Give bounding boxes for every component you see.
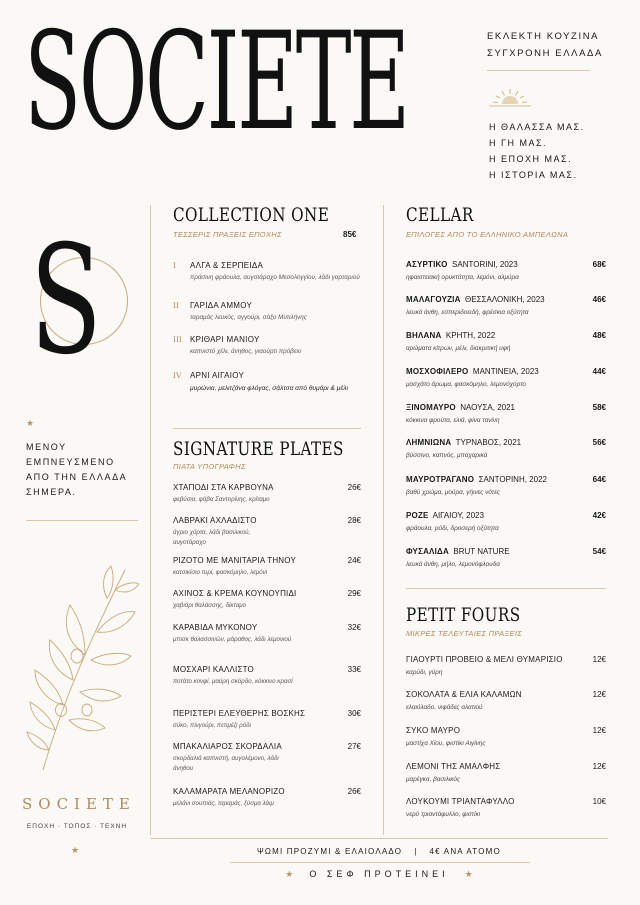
wine-price: 64€ <box>592 475 606 484</box>
dish-item <box>173 483 361 511</box>
course-number: III <box>173 335 182 344</box>
course-number: I <box>173 261 176 270</box>
value-line: Η ΓΗ ΜΑΣ. <box>489 138 548 148</box>
course-item <box>173 371 363 411</box>
dessert-price: 12€ <box>592 762 606 771</box>
column-rule <box>150 205 151 835</box>
course-name: ΑΡΝΙ ΑΙΓΑΙΟΥ <box>190 371 245 380</box>
wine-name <box>406 438 521 447</box>
divider <box>230 862 530 863</box>
star-icon: ★ <box>26 418 35 428</box>
wine-origin: BRUT NATURE <box>453 547 510 556</box>
separator: | <box>414 847 418 856</box>
dessert-description: νερό τριαντάφυλλο, φιστίκι <box>406 811 481 818</box>
wine-description: φράουλα, ρόδι, δροσερή οξύτητα <box>406 525 499 532</box>
wine-name <box>406 475 547 484</box>
course-name: ΑΛΓΑ & ΣΕΡΠΕΙΔΑ <box>190 261 264 270</box>
dessert-price: 10€ <box>592 797 606 806</box>
dish-name: ΧΤΑΠΟΔΙ ΣΤΑ ΚΑΡΒΟΥΝΑ <box>173 483 274 492</box>
section-subtitle: ΤΕΣΣΕΡΙΣ ΠΡΑΞΕΙΣ ΕΠΟΧΗΣ <box>173 230 282 239</box>
dish-name: ΚΑΡΑΒΙΔΑ ΜΥΚΟΝΟΥ <box>173 623 258 632</box>
wine-origin: SANTORINI, 2023 <box>452 260 518 269</box>
olive-branch-illustration <box>25 560 140 775</box>
wine-item <box>406 295 606 321</box>
dessert-item <box>406 655 606 681</box>
dessert-price: 12€ <box>592 726 606 735</box>
divider <box>406 588 606 589</box>
dish-description: σύκο, πλιγούρι, πετιμέζι ρόδι <box>173 722 251 729</box>
course-description: καπνιστό χέλι, άνηθος, γιαούρτι πρόβειο <box>190 348 302 355</box>
dish-price: 26€ <box>347 787 361 796</box>
wine-variety: ΡΟΖΕ <box>406 511 429 520</box>
inspired-line: ΜΕΝΟΥ <box>26 442 67 452</box>
wine-origin: ΘΕΣΣΑΛΟΝΙΚΗ, 2023 <box>465 295 545 304</box>
section-title: COLLECTION ONE <box>173 204 330 226</box>
section-title: SIGNATURE PLATES <box>173 438 344 460</box>
divider <box>173 428 361 429</box>
wine-item <box>406 367 606 393</box>
chef-label: Ο ΣΕΦ ΠΡΟΤΕΙΝΕΙ <box>309 869 449 879</box>
dish-description: μπισκ θαλασσινών, μάραθος, λάδι λεμονιού <box>173 636 292 643</box>
dessert-item <box>406 690 606 716</box>
dish-price: 29€ <box>347 589 361 598</box>
wine-description: βαθύ χρώμα, μούρα, γήινες νότες <box>406 489 500 496</box>
course-number: II <box>173 301 179 310</box>
wine-price: 48€ <box>592 331 606 340</box>
set-price: 85€ <box>343 230 357 239</box>
dish-item <box>173 665 361 699</box>
dish-item <box>173 589 361 617</box>
our-values <box>489 119 585 183</box>
dish-name: ΡΙΖΟΤΟ ΜΕ ΜΑΝΙΤΑΡΙΑ ΤΗΝΟΥ <box>173 556 296 565</box>
course-item <box>173 335 363 365</box>
dessert-name: ΓΙΑΟΥΡΤΙ ΠΡΟΒΕΙΟ & ΜΕΛΙ ΘΥΜΑΡΙΣΙΟ <box>406 655 563 664</box>
divider <box>150 838 608 839</box>
dish-item <box>173 516 361 550</box>
wine-price: 42€ <box>592 511 606 520</box>
column-rule <box>383 205 384 835</box>
dish-description: φεβύσια, φάβα Σαντορίνης, κρίταμο <box>173 496 270 503</box>
tagline <box>487 28 603 62</box>
dessert-price: 12€ <box>592 690 606 699</box>
wine-origin: ΤΥΡΝΑΒΟΣ, 2021 <box>455 438 522 447</box>
monogram: S <box>30 214 102 388</box>
section-subtitle: ΕΠΙΛΟΓΕΣ ΑΠΟ ΤΟ ΕΛΛΗΝΙΚΟ ΑΜΠΕΛΩΝΑ <box>406 230 569 239</box>
wine-description: μοσχάτο άρωμα, φασκόμηλο, λεμονόχορτο <box>406 381 526 388</box>
dish-item <box>173 556 361 584</box>
wine-variety: ΜΑΛΑΓΟΥΖΙΑ <box>406 295 461 304</box>
wine-origin: ΚΡΗΤΗ, 2022 <box>445 331 496 340</box>
value-line: Η ΘΑΛΑΣΣΑ ΜΑΣ. <box>489 122 585 132</box>
wine-name <box>406 331 495 340</box>
section-title: CELLAR <box>406 204 474 226</box>
wine-variety: ΛΗΜΝΙΩΝΑ <box>406 438 452 447</box>
small-logo-subtitle: ΕΠΟΧΗ · ΤΟΠΟΣ · ΤΕΧΝΗ <box>26 823 128 830</box>
dish-price: 30€ <box>347 709 361 718</box>
dish-price: 32€ <box>347 623 361 632</box>
wine-origin: ΜΑΝΤΙΝΕΙΑ, 2023 <box>472 367 539 376</box>
wine-item <box>406 438 606 464</box>
dessert-name: ΛΟΥΚΟΥΜΙ ΤΡΙΑΝΤΑΦΥΛΛΟ <box>406 797 515 806</box>
dessert-description: μαρέγκα, βασιλικός <box>406 776 461 783</box>
wine-description: λευκά άνθη, εσπεριδοειδή, φρέσκια οξύτητα <box>406 309 529 316</box>
dish-name: ΑΧΙΝΟΣ & ΚΡΕΜΑ ΚΟΥΝΟΥΠΙΔΙ <box>173 589 297 598</box>
wine-variety: ΑΣΥΡΤΙΚΟ <box>406 260 448 269</box>
value-line: Η ΕΠΟΧΗ ΜΑΣ. <box>489 154 573 164</box>
dish-item <box>173 787 361 815</box>
dish-name: ΚΑΛΑΜΑΡΑΤΑ ΜΕΛΑΝΟΡΙΖΟ <box>173 787 285 796</box>
dessert-description: ελαιόλαδο, νιφάδες αλατιού <box>406 704 483 711</box>
wine-variety: ΦΥΣΑΛΙΔΑ <box>406 547 449 556</box>
wine-name <box>406 403 515 412</box>
tagline-line: ΣΥΓΧΡΟΝΗ ΕΛΛΑΔΑ <box>487 48 603 59</box>
dish-description: χαβιάρι θαλάσσης, δίκταμο <box>173 602 247 609</box>
small-logo: SOCIETE <box>22 795 136 813</box>
wine-description: κόκκινα φρούτα, ελιά, φίνα τανίνη <box>406 417 500 424</box>
inspired-line: ΕΜΠΝΕΥΣΜΕΝΟ <box>26 457 115 467</box>
wine-origin: ΑΙΓΑΙΟΥ, 2023 <box>432 511 484 520</box>
dessert-item <box>406 726 606 752</box>
wine-price: 68€ <box>592 260 606 269</box>
course-name: ΚΡΙΘΑΡΙ ΜΑΝΙΟΥ <box>190 335 260 344</box>
dessert-description: μαστίχα Χίου, φιστίκι Αιγίνης <box>406 740 486 747</box>
bread-label: ΨΩΜΙ ΠΡΟΖΥΜΙ & ΕΛΑΙΟΛΑΔΟ <box>257 847 403 856</box>
dessert-description: καρύδι, γύρη <box>406 669 443 676</box>
wine-name <box>406 295 545 304</box>
course-number: IV <box>173 371 182 380</box>
wine-name <box>406 367 539 376</box>
value-line: Η ΙΣΤΟΡΙΑ ΜΑΣ. <box>489 170 578 180</box>
course-description: πράσινη φράουλα, αυγοτάραχο Μεσολογγίου, λάδι γαρταριού <box>190 274 360 281</box>
course-name: ΓΑΡΙΔΑ ΑΜΜΟΥ <box>190 301 253 310</box>
wine-origin: ΣΑΝΤΟΡΙΝΗ, 2022 <box>478 475 547 484</box>
wine-variety: ΞΙΝΟΜΑΥΡΟ <box>406 403 456 412</box>
tagline-line: ΕΚΛΕΚΤΗ ΚΟΥΖΙΝΑ <box>487 31 600 42</box>
star-icon: ★ <box>464 869 473 879</box>
wine-variety: ΜΟΣΧΟΦΙΛΕΡΟ <box>406 367 469 376</box>
dish-item <box>173 623 361 657</box>
dish-price: 33€ <box>347 665 361 674</box>
dessert-item <box>406 762 606 788</box>
wine-variety: ΜΑΥΡΟΤΡΑΓΑΝΟ <box>406 475 475 484</box>
dish-name: ΜΟΣΧΑΡΙ ΚΑΛΛΙΣΤΟ <box>173 665 254 674</box>
wine-item <box>406 511 606 537</box>
wine-origin: ΝΑΟΥΣΑ, 2021 <box>460 403 516 412</box>
wine-name <box>406 511 484 520</box>
wine-item <box>406 260 606 286</box>
dish-name: ΛΑΒΡΑΚΙ ΑΧΛΑΔΙΣΤΟ <box>173 516 257 525</box>
wine-description: λευκά άνθη, μήλο, λεμονόφλουδα <box>406 561 500 568</box>
dish-price: 28€ <box>347 516 361 525</box>
dish-price: 26€ <box>347 483 361 492</box>
course-item <box>173 301 363 331</box>
wine-price: 44€ <box>592 367 606 376</box>
section-subtitle: ΜΙΚΡΕΣ ΤΕΛΕΥΤΑΙΕΣ ΠΡΑΞΕΙΣ <box>406 629 523 638</box>
divider <box>487 70 590 71</box>
wine-name <box>406 547 510 556</box>
dish-description: μελάνι σουπιάς, ταραμάς, ξύσμα λάιμ <box>173 800 274 807</box>
section-subtitle: ΠΙΑΤΑ ΥΠΟΓΡΑΦΗΣ <box>173 462 246 471</box>
wine-item <box>406 547 606 573</box>
dish-price: 24€ <box>347 556 361 565</box>
dish-name: ΜΠΑΚΑΛΙΑΡΟΣ ΣΚΟΡΔΑΛΙΑ <box>173 742 282 751</box>
bread-price: 4€ ΑΝΑ ΑΤΟΜΟ <box>429 847 501 856</box>
dessert-name: ΣΟΚΟΛΑΤΑ & ΕΛΙΑ ΚΑΛΑΜΩΝ <box>406 690 522 699</box>
dessert-price: 12€ <box>592 655 606 664</box>
chef-recommends <box>150 869 608 880</box>
course-item <box>173 261 363 295</box>
course-description: μυρώνια, μελιτζάνα φλόγας, σάλτσα από θυμάρι & μέλι <box>190 385 348 392</box>
wine-variety: ΒΗΛΑΝΑ <box>406 331 442 340</box>
wine-price: 58€ <box>592 403 606 412</box>
bread-note <box>150 847 608 856</box>
dessert-name: ΛΕΜΟΝΙ ΤΗΣ ΑΜΑΛΦΗΣ <box>406 762 501 771</box>
wine-item <box>406 331 606 357</box>
logo: SOCIETE <box>24 3 408 160</box>
course-description: ταραμάς λευκός, αγγούρι, σάξο Μυτιλήνης <box>190 314 307 321</box>
inspired-line: ΑΠΟ ΤΗΝ ΕΛΛΑΔΑ <box>26 472 128 482</box>
section-title: PETIT FOURS <box>406 604 521 626</box>
star-icon: ★ <box>285 869 294 879</box>
wine-item <box>406 475 606 501</box>
dish-price: 27€ <box>347 742 361 751</box>
dish-description: κατσικίσιο τυρί, φασκόμηλο, λεμόνι <box>173 569 268 576</box>
inspired-line: ΣΗΜΕΡΑ. <box>26 487 77 497</box>
sunrise-icon <box>489 86 531 110</box>
wine-description: ηφαιστειακή ορυκτότητα, λεμόνι, αλμύρα <box>406 274 519 281</box>
wine-item <box>406 403 606 429</box>
wine-description: βύσσινο, καπνός, μπαχαρικά <box>406 452 488 459</box>
wine-price: 56€ <box>592 438 606 447</box>
wine-description: αρώματα κίτρων, μέλι, διακριτική υφή <box>406 345 511 352</box>
dish-description: άγριο χόρτα, λάδι βασιλικού, αυγοτάραχο <box>173 529 251 546</box>
dish-description: ποτάτο κονφί, μαύρη σκόρδο, κόκκινο κρασί <box>173 678 293 685</box>
dish-item <box>173 709 361 737</box>
inspired-text <box>26 440 127 500</box>
wine-name <box>406 260 518 269</box>
wine-price: 46€ <box>592 295 606 304</box>
star-icon: ★ <box>71 845 80 855</box>
dessert-item <box>406 797 606 823</box>
dish-description: σκορδαλιά καπνιστή, αυγολέμονο, λάδι άνηθου <box>173 755 279 772</box>
divider <box>26 520 138 521</box>
dish-name: ΠΕΡΙΣΤΕΡΙ ΕΛΕΥΘΕΡΗΣ ΒΟΣΚΗΣ <box>173 709 306 718</box>
wine-price: 54€ <box>592 547 606 556</box>
dish-item <box>173 742 361 776</box>
dessert-name: ΣΥΚΟ ΜΑΥΡΟ <box>406 726 461 735</box>
